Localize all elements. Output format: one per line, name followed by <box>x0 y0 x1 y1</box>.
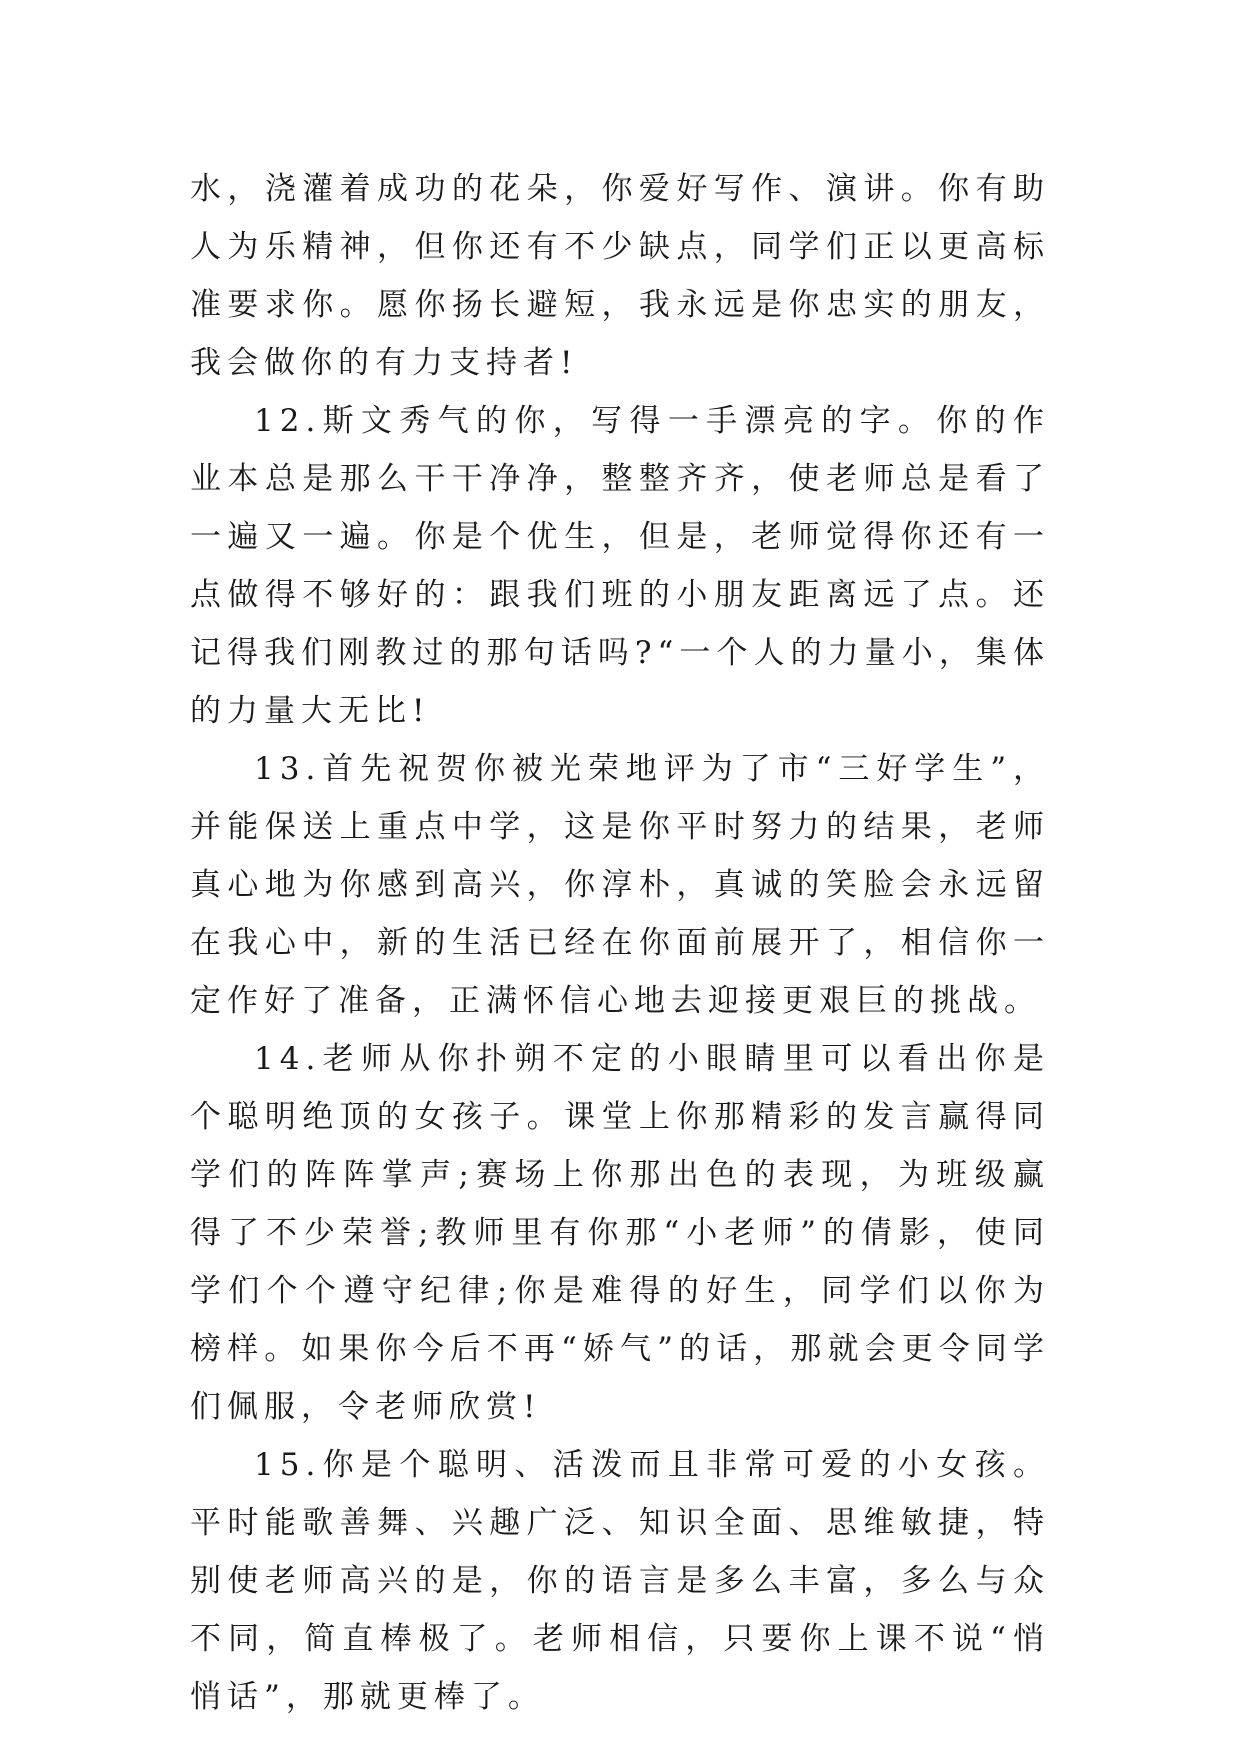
paragraph-continued: 水，浇灌着成功的花朵，你爱好写作、演讲。你有助人为乐精神，但你还有不少缺点，同学们正以更高标准要求你。愿你扬长避短，我永远是你忠实的朋友，我会做你的有力支持者! <box>190 171 1050 381</box>
paragraph-15: 15.你是个聪明、活泼而且非常可爱的小女孩。平时能歌善舞、兴趣广泛、知识全面、思维敏捷，特别使老师高兴的是，你的语言是多么丰富，多么与众不同，简直棒极了。老师相信，只要你上课不说“悄悄话”，那就更棒了。 <box>190 1447 1050 1715</box>
document-body <box>190 160 1050 1726</box>
paragraph-14: 14.老师从你扑朔不定的小眼睛里可以看出你是个聪明绝顶的女孩子。课堂上你那精彩的发言赢得同学们的阵阵掌声;赛场上你那出色的表现，为班级赢得了不少荣誉;教师里有你那“小老师”的倩影，使同学们个个遵守纪律;你是难得的好生，同学们以你为榜样。如果你今后不再“娇气”的话，那就会更令同学们佩服，令老师欣赏! <box>190 1041 1050 1425</box>
paragraph-12: 12.斯文秀气的你，写得一手漂亮的字。你的作业本总是那么干干净净，整整齐齐，使老师总是看了一遍又一遍。你是个优生，但是，老师觉得你还有一点做得不够好的：跟我们班的小朋友距离远了点。还记得我们刚教过的那句话吗?“一个人的力量小，集体的力量大无比! <box>190 403 1050 729</box>
paragraph-13: 13.首先祝贺你被光荣地评为了市“三好学生”，并能保送上重点中学，这是你平时努力的结果，老师真心地为你感到高兴，你淳朴，真诚的笑脸会永远留在我心中，新的生活已经在你面前展开了，相信你一定作好了准备，正满怀信心地去迎接更艰巨的挑战。 <box>190 751 1050 1019</box>
